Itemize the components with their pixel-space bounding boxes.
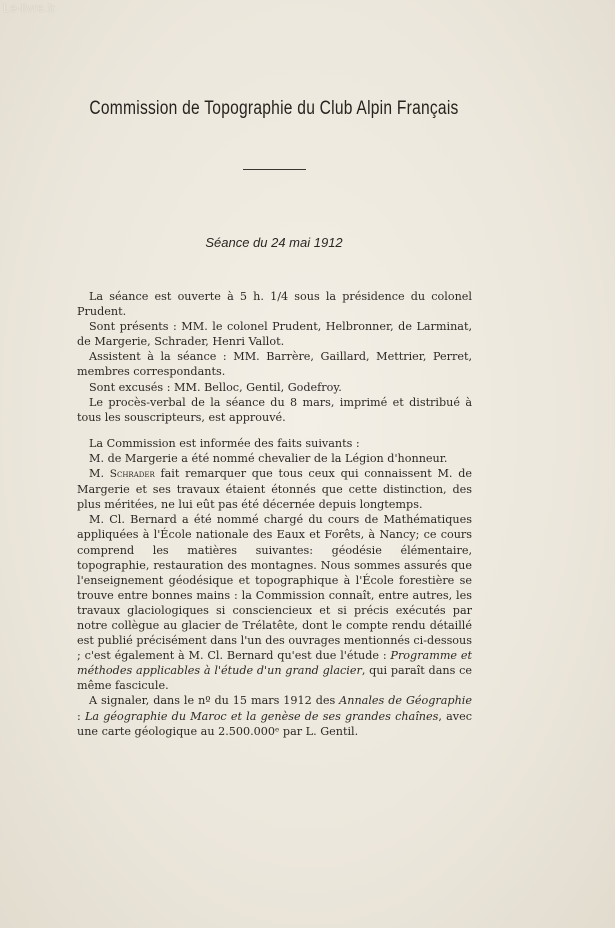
paragraph-attending: Assistent à la séance : MM. Barrère, Gaillard, Mettrier, Perret, membres correspondants.: [77, 350, 472, 379]
minutes-body: [77, 289, 472, 739]
paragraph-signaler: [77, 693, 472, 738]
schrader-prefix: M.: [89, 467, 110, 481]
session-date: Séance du 24 mai 1912: [205, 235, 343, 250]
signaler-mid: :: [77, 709, 85, 723]
schrader-name: Schrader: [109, 468, 155, 481]
bernard-end: , qui paraît dans ce même fascicule.: [77, 664, 472, 693]
paragraph-opening: La séance est ouverte à 5 h. 1/4 sous la présidence du colonel Prudent.: [77, 290, 472, 319]
signaler-start: A signaler, dans le nº du 15 mars 1912 des: [89, 694, 340, 708]
paragraph-present: Sont présents : MM. le colonel Prudent, Helbronner, de Larminat, de Margerie, Schrader, Henri Vallot.: [77, 320, 472, 349]
schrader-text: fait remarquer que tous ceux qui connaissent M. de Margerie et ses travaux étaient étonnés que cette distinction, des plus méritées, ne lui eût pas été décernée depuis longtemps.: [77, 467, 472, 512]
bernard-study-title: Programme et méthodes applicables à l'étude d'un grand glacier: [77, 649, 472, 678]
paragraph-bernard: [77, 512, 472, 693]
watermark: Le-livre.fr: [3, 1, 56, 15]
page-title: Commission de Topographie du Club Alpin Français: [89, 98, 459, 119]
paragraph-minutes-approved: Le procès-verbal de la séance du 8 mars, imprimé et distribué à tous les souscripteurs, est approuvé.: [77, 395, 472, 424]
signaler-end: , avec une carte géologique au 2.500.000ᵉ par L. Gentil.: [77, 709, 472, 738]
article-title: La géographie du Maroc et la genèse de ses grandes chaînes: [84, 709, 439, 723]
bernard-text: M. Cl. Bernard a été nommé chargé du cours de Mathématiques appliquées à l'École nationale des Eaux et Forêts, à Nancy; ce cours comprend les matières suivantes: géodésie élémentaire, topographie, restauration des montagnes. Nous sommes assurés que l'enseignement géodésique et topographique à l'École forestière se trouve entre bonnes mains : la Commission connaît, entre autres, les travaux glaciologiques si consciencieux et si précis exécutés par notre collègue au glacier de Trélatête, dont le compte rendu détaillé est publié précisément dans l'un des ouvrages mentionnés ci-dessous ; c'est également à M. Cl. Bernard qu'est due l'étude :: [77, 513, 472, 663]
title-divider: [243, 169, 306, 170]
paragraph-schrader: [77, 466, 472, 512]
section-gap: [77, 425, 472, 436]
paragraph-margerie: M. de Margerie a été nommé chevalier de la Légion d'honneur.: [89, 451, 448, 465]
paragraph-intro: La Commission est informée des faits suivants :: [89, 436, 360, 450]
paragraph-excused: Sont excusés : MM. Belloc, Gentil, Godefroy.: [89, 380, 342, 394]
journal-title: Annales de Géographie: [339, 694, 472, 708]
